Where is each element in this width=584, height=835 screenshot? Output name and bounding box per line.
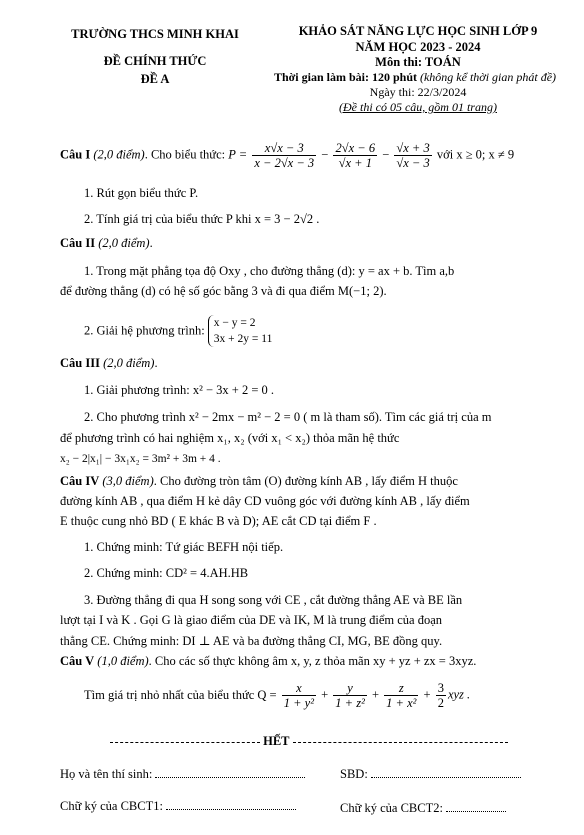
question-4-line-3: E thuộc cung nhỏ BD ( E khác B và D); AE cắt CD tại điểm F . [60,514,377,528]
question-5-line-2: Tìm giá trị nhỏ nhất của biểu thức Q = $\frac{x}{\text{1 + y²}}$ + $\frac{y}{\text{1 + z²}}$ + $\frac{z}{\text{1 + x²}}$ + $\frac{3}{2}$ xyz . [84,681,471,710]
question-4-item-1: 1. Chứng minh: Tứ giác BEFH nội tiếp. [84,540,284,554]
question-2-item-1-line-1: 1. Trong mặt phẳng tọa độ Oxy , cho đường thẳng (d): y = ax + b. Tìm a,b [84,264,455,278]
question-1-header: Câu I (2,0 điểm). Cho biểu thức: P = $\frac{x√x - 3}{x - 2√x - 3}$ − $\frac{2√x - 6}{√x + 1}$ − $\frac{√x + 3}{√x - 3}$ với x ≥ 0; x ≠ 9 [60,141,515,170]
equation-system: x − y = 2 3x + 2y = 11 [208,315,273,347]
school-name: TRƯỜNG THCS MINH KHAI [71,27,239,41]
fraction-3: $\frac{√x + 3}{√x - 3}$ [396,141,430,170]
question-4-item-3-line-2: lượt tại I và K . Gọi G là giao điểm của DE và IK, M là trung điểm của đoạn [60,613,443,627]
fraction-q5-4: $\frac{3}{2}$ [437,681,444,710]
question-5-line-1: Câu V (1,0 điểm). Cho các số thực không âm x, y, z thỏa mãn xy + yz + zx = 3xyz. [60,654,477,668]
question-3-item-2-line-2: để phương trình có hai nghiệm x₁, x₂ (với x₁ < x₂) thỏa mãn hệ thức [60,431,400,445]
question-2-item-2: 2. Giải hệ phương trình: x − y = 2 3x + 2y = 11 [84,317,273,345]
school-year: NĂM HỌC 2023 - 2024 [355,40,481,54]
question-4-item-3-line-3: thẳng CE. Chứng minh: DI ⊥ AE và ba đường thẳng CI, MG, BE đồng quy. [60,634,443,648]
exam-date: Ngày thi: 22/3/2024 [369,85,467,99]
question-4-item-2: 2. Chứng minh: CD² = 4.AH.HB [84,566,249,580]
question-3-item-2-line-1: 2. Cho phương trình x² − 2mx − m² − 2 = 0 ( m là tham số). Tìm các giá trị của m [84,410,492,424]
question-1-item-2: 2. Tính giá trị của biểu thức P khi x = 3 − 2√2 . [84,212,320,226]
candidate-name-line: Họ và tên thí sinh: [60,767,305,782]
fraction-2: $\frac{2√x - 6}{√x + 1}$ [335,141,376,170]
fraction-1: $\frac{x√x - 3}{x - 2√x - 3}$ [254,141,315,170]
fraction-q5-3: $\frac{z}{\text{1 + x²}}$ [386,681,417,710]
sbd-line: SBD: [340,767,521,782]
exam-code: ĐỀ A [140,72,170,86]
question-4-line-2: đường kính AB , qua điểm H kẻ dây CD vuông góc với đường kính AB , lấy điểm [60,494,470,508]
question-4-item-3-line-1: 3. Đường thẳng đi qua H song song với CE , cắt đường thẳng AE và BE lần [84,593,463,607]
fraction-q5-2: $\frac{y}{\text{1 + z²}}$ [335,681,365,710]
exam-title: KHẢO SÁT NĂNG LỰC HỌC SINH LỚP 9 [298,24,538,38]
end-marker: HẾT [110,734,508,749]
signature-2-line: Chữ ký của CBCT2: [340,801,506,816]
page-note: (Đề thi có 05 câu, gồm 01 trang) [339,100,497,114]
official-label: ĐỀ CHÍNH THỨC [103,54,207,68]
question-2-item-1-line-2: để đường thẳng (d) có hệ số góc bằng 3 và đi qua điểm M(−1; 2). [60,284,387,298]
signature-1-line: Chữ ký của CBCT1: [60,799,296,814]
time-limit: Thời gian làm bài: 120 phút (không kể thời gian phát đề) [273,70,557,84]
fraction-q5-1: $\frac{x}{\text{1 + y²}}$ [283,681,314,710]
question-3-header: Câu III (2,0 điểm). [60,356,158,370]
question-3-item-2-line-3: x₂ − 2|x₁| − 3x₁x₂ = 3m² + 3m + 4 . [60,453,221,465]
subject: Môn thi: TOÁN [375,55,461,69]
question-4-line-1: Câu IV (3,0 điểm). Cho đường tròn tâm (O) đường kính AB , lấy điểm H thuộc [60,474,458,488]
question-1-item-1: 1. Rút gọn biểu thức P. [84,186,199,200]
question-3-item-1: 1. Giải phương trình: x² − 3x + 2 = 0 . [84,383,275,397]
question-2-header: Câu II (2,0 điểm). [60,236,153,250]
